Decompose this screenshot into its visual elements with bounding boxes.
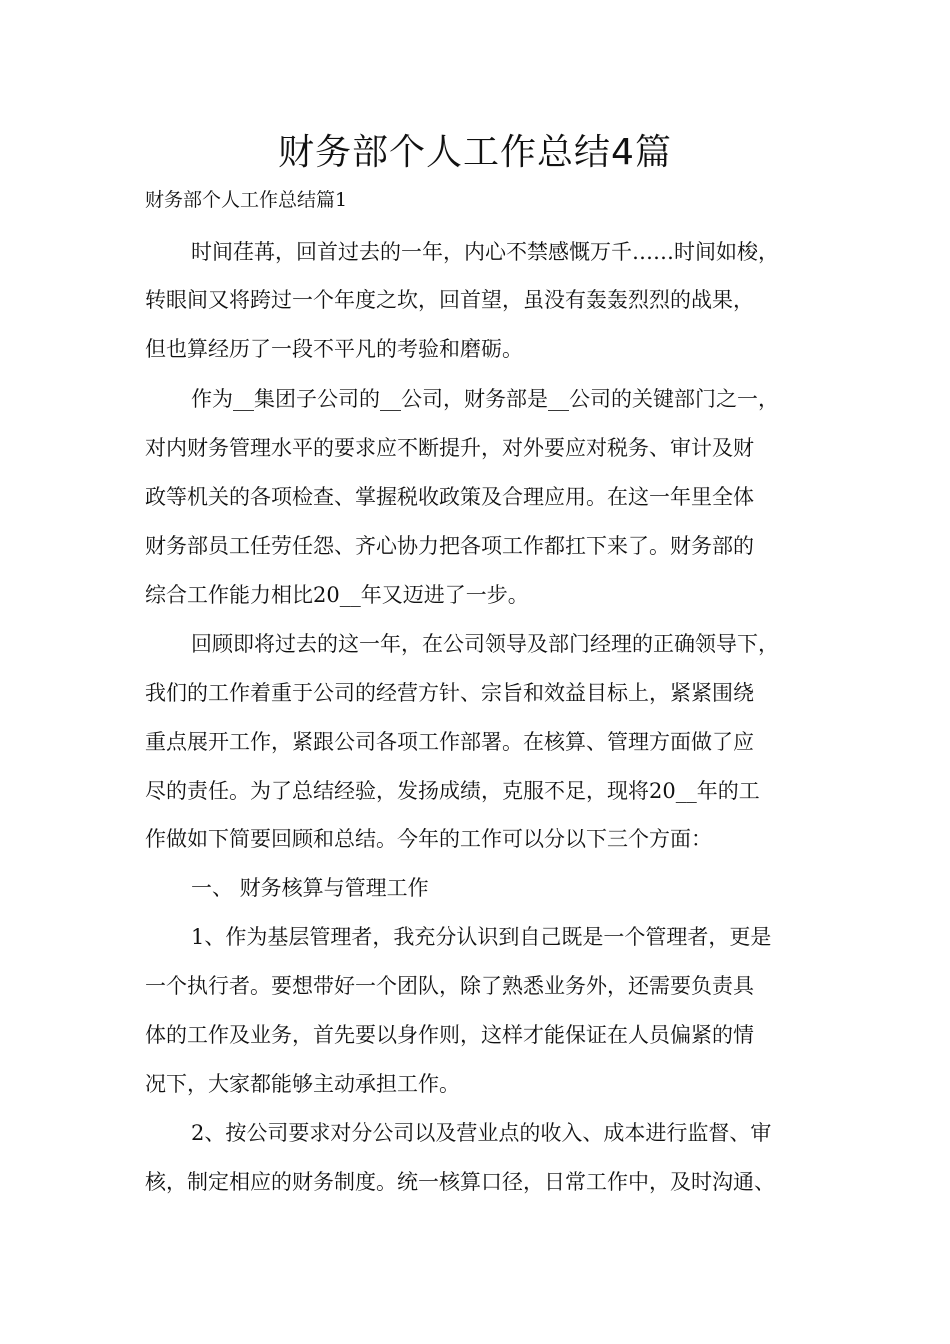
paragraph-line: 尽的责任。为了总结经验，发扬成绩，克服不足，现将20__年的工: [145, 779, 760, 803]
paragraph-line: 对内财务管理水平的要求应不断提升，对外要应对税务、审计及财: [145, 436, 754, 460]
section-heading: 一、 财务核算与管理工作: [191, 876, 429, 900]
document-title: 财务部个人工作总结4篇: [278, 132, 672, 173]
paragraph-line: 转眼间又将跨过一个年度之坎，回首望，虽没有轰轰烈烈的战果，: [145, 288, 754, 312]
paragraph-line: 作为__集团子公司的__公司，财务部是__公司的关键部门之一，: [191, 387, 779, 411]
paragraph-line: 财务部员工任劳任怨、齐心协力把各项工作都扛下来了。财务部的: [145, 534, 754, 558]
paragraph-line: 况下，大家都能够主动承担工作。: [145, 1072, 460, 1096]
paragraph-line: 回顾即将过去的这一年，在公司领导及部门经理的正确领导下，: [191, 632, 779, 656]
paragraph-line: 体的工作及业务，首先要以身作则，这样才能保证在人员偏紧的情: [145, 1023, 754, 1047]
paragraph-line: 时间荏苒，回首过去的一年，内心不禁感慨万千……时间如梭，: [191, 240, 779, 264]
section-subtitle: 财务部个人工作总结篇1: [145, 189, 348, 211]
paragraph-line: 2、按公司要求对分公司以及营业点的收入、成本进行监督、审: [191, 1121, 772, 1145]
paragraph-line: 作做如下简要回顾和总结。今年的工作可以分以下三个方面：: [145, 827, 712, 851]
paragraph-line: 但也算经历了一段不平凡的考验和磨砺。: [145, 337, 523, 361]
paragraph-line: 1、作为基层管理者，我充分认识到自己既是一个管理者，更是: [191, 925, 772, 949]
paragraph-line: 核，制定相应的财务制度。统一核算口径，日常工作中，及时沟通、: [145, 1170, 775, 1194]
paragraph-line: 综合工作能力相比20__年又迈进了一步。: [145, 583, 529, 607]
paragraph-line: 一个执行者。要想带好一个团队，除了熟悉业务外，还需要负责具: [145, 974, 754, 998]
paragraph-line: 政等机关的各项检查、掌握税收政策及合理应用。在这一年里全体: [145, 485, 754, 509]
paragraph-line: 我们的工作着重于公司的经营方针、宗旨和效益目标上，紧紧围绕: [145, 681, 754, 705]
paragraph-line: 重点展开工作，紧跟公司各项工作部署。在核算、管理方面做了应: [145, 730, 754, 754]
